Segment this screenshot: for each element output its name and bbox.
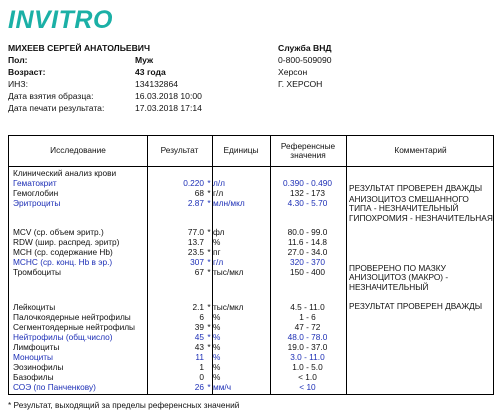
- result-value: 23.5: [187, 247, 204, 257]
- result-value: 0.220: [183, 178, 204, 188]
- reference-range: 150 - 400: [289, 267, 326, 277]
- header-comments: Комментарий: [394, 145, 447, 156]
- unit: %: [213, 362, 221, 372]
- header-units: Единицы: [223, 145, 259, 156]
- test-name: Клинический анализ крови: [13, 168, 117, 178]
- result-value: 0: [199, 372, 204, 382]
- invitro-logo: INVITRO: [8, 6, 113, 34]
- result-value: 13.7: [187, 237, 204, 247]
- out-of-range-flag: *: [207, 247, 211, 257]
- test-name: Сегментоядерные нейтрофилы: [13, 322, 136, 332]
- result-value: 1: [199, 362, 204, 372]
- test-name: Лейкоциты: [13, 302, 56, 312]
- unit: %: [213, 332, 221, 342]
- unit: [213, 168, 269, 178]
- table-row: [9, 237, 493, 247]
- reference-range: 132 - 173: [289, 188, 326, 198]
- test-name: Лимфоциты: [13, 342, 60, 352]
- test-name: СОЭ (по Панченкову): [13, 382, 96, 392]
- result-value: 43: [194, 342, 204, 352]
- comment-line: ТИПА - НЕЗНАЧИТЕЛЬНЫЙ: [349, 203, 459, 214]
- test-name: Базофилы: [13, 372, 54, 382]
- table-row: [9, 227, 493, 237]
- result-value: 11: [195, 352, 204, 362]
- out-of-range-flag: [205, 312, 213, 322]
- test-name: Эритроциты: [13, 198, 61, 208]
- header-divider: [9, 166, 493, 167]
- result-value: 77.0: [187, 227, 204, 237]
- reference-range: < 1.0: [298, 372, 317, 382]
- test-name: MCHC (ср. конц. Hb в эр.): [13, 257, 113, 267]
- result-value: 39: [194, 322, 204, 332]
- reference-range: 1.0 - 5.0: [292, 362, 323, 372]
- out-of-range-flag: [205, 168, 213, 178]
- footnote: * Результат, выходящий за пределы референсных значений: [8, 400, 240, 410]
- table-row: [9, 332, 493, 342]
- out-of-range-flag: *: [207, 257, 211, 267]
- reference-range: 3.0 - 11.0: [290, 352, 325, 362]
- inz-label: ИНЗ:: [8, 79, 28, 89]
- unit: г/л: [213, 257, 224, 267]
- table-row: [9, 342, 493, 352]
- test-name: Нейтрофилы (общ.число): [13, 332, 113, 342]
- header-test: Исследование: [50, 145, 106, 156]
- reference-range: [271, 168, 344, 178]
- unit: тыс/мкл: [213, 267, 244, 277]
- age-value: 43 года: [135, 67, 166, 77]
- reference-range: 19.0 - 37.0: [287, 342, 328, 352]
- reference-range: 4.5 - 11.0: [290, 302, 325, 312]
- result-value: 67: [194, 267, 204, 277]
- results-table: [8, 135, 494, 395]
- inz-value: 134132864: [135, 79, 179, 89]
- result-value: [149, 168, 204, 178]
- comment-line: НЕЗНАЧИТЕЛЬНЫЙ: [349, 281, 429, 292]
- out-of-range-flag: *: [207, 322, 211, 332]
- test-name: Тромбоциты: [13, 267, 61, 277]
- reference-range: 47 - 72: [294, 322, 321, 332]
- out-of-range-flag: *: [207, 382, 211, 392]
- reference-range: 11.6 - 14.8: [287, 237, 328, 247]
- out-of-range-flag: *: [207, 267, 211, 277]
- result-value: 2.87: [187, 198, 204, 208]
- test-name: Палочкоядерные нейтрофилы: [13, 312, 131, 322]
- print-date-value: 17.03.2018 17:14: [135, 103, 202, 113]
- reference-range: 4.30 - 5.70: [287, 198, 328, 208]
- table-row: [9, 322, 493, 332]
- out-of-range-flag: *: [207, 178, 211, 188]
- service-city-upper: Г. ХЕРСОН: [278, 79, 323, 89]
- comment-erythrocytes: [349, 195, 493, 223]
- table-row: [9, 168, 493, 178]
- age-label: Возраст:: [8, 67, 46, 77]
- table-row: [9, 372, 493, 382]
- reference-range: 80.0 - 99.0: [287, 227, 328, 237]
- out-of-range-flag: *: [207, 227, 211, 237]
- out-of-range-flag: [205, 372, 213, 382]
- out-of-range-flag: [205, 352, 213, 362]
- result-value: 45: [194, 332, 204, 342]
- test-name: RDW (шир. распред. эритр): [13, 237, 120, 247]
- out-of-range-flag: *: [207, 302, 211, 312]
- reference-range: 1 - 6: [299, 312, 316, 322]
- out-of-range-flag: *: [207, 332, 211, 342]
- unit: %: [213, 312, 221, 322]
- unit: млн/мкл: [213, 198, 245, 208]
- comment-hemoglobin: РЕЗУЛЬТАТ ПРОВЕРЕН ДВАЖДЫ: [349, 183, 483, 193]
- sex-label: Пол:: [8, 55, 28, 65]
- reference-range: < 10: [299, 382, 316, 392]
- service-phone: 0-800-509090: [278, 55, 332, 65]
- unit: %: [213, 237, 221, 247]
- service-city: Херсон: [278, 67, 308, 77]
- unit: %: [213, 342, 221, 352]
- out-of-range-flag: [205, 362, 213, 372]
- print-date-label: Дата печати результата:: [8, 103, 105, 113]
- comment-platelets: [349, 264, 448, 292]
- sample-date-label: Дата взятия образца:: [8, 91, 94, 101]
- test-name: MCV (ср. объем эритр.): [13, 227, 104, 237]
- result-value: 2.1: [192, 302, 204, 312]
- sex-value: Муж: [135, 55, 154, 65]
- test-name: Моноциты: [13, 352, 53, 362]
- table-row: [9, 247, 493, 257]
- unit: г/л: [213, 188, 224, 198]
- unit: пг: [213, 247, 221, 257]
- service-title: Служба ВНД: [278, 43, 332, 53]
- result-value: 307: [190, 257, 204, 267]
- test-name: Эозинофилы: [13, 362, 64, 372]
- reference-range: 0.390 - 0.490: [283, 178, 332, 188]
- result-value: 6: [199, 312, 204, 322]
- test-name: Гематокрит: [13, 178, 57, 188]
- unit: л/л: [213, 178, 225, 188]
- unit: %: [213, 322, 221, 332]
- result-value: 26: [194, 382, 204, 392]
- header-result: Результат: [160, 145, 199, 156]
- patient-name: МИХЕЕВ СЕРГЕЙ АНАТОЛЬЕВИЧ: [8, 43, 151, 53]
- out-of-range-flag: *: [207, 198, 211, 208]
- comment-line: ПРОВЕРЕНО ПО МАЗКУ: [349, 263, 446, 273]
- comment-leukocytes: РЕЗУЛЬТАТ ПРОВЕРЕН ДВАЖДЫ: [349, 301, 483, 311]
- out-of-range-flag: [205, 237, 213, 247]
- reference-range: 320 - 370: [289, 257, 326, 267]
- reference-range: 48.0 - 78.0: [287, 332, 328, 342]
- test-name: Гемоглобин: [13, 188, 59, 198]
- unit: %: [213, 372, 221, 382]
- unit: тыс/мкл: [213, 302, 244, 312]
- table-row: [9, 312, 493, 322]
- table-row: [9, 352, 493, 362]
- unit: мм/ч: [213, 382, 232, 392]
- out-of-range-flag: *: [207, 342, 211, 352]
- out-of-range-flag: *: [207, 188, 211, 198]
- header-reference: Референсные значения: [280, 140, 336, 160]
- table-row: [9, 362, 493, 372]
- comment-line: АНИЗОЦИТОЗ СМЕШАННОГО: [349, 194, 469, 204]
- result-value: 68: [194, 188, 204, 198]
- test-name: MCH (ср. содержание Hb): [13, 247, 113, 257]
- comment-line: ГИПОХРОМИЯ - НЕЗНАЧИТЕЛЬНАЯ: [349, 212, 493, 223]
- sample-date-value: 16.03.2018 10:00: [135, 91, 202, 101]
- unit: %: [213, 352, 221, 362]
- reference-range: 27.0 - 34.0: [287, 247, 328, 257]
- comment-line: АНИЗОЦИТОЗ (МАКРО) -: [349, 272, 449, 283]
- table-row: [9, 382, 493, 392]
- unit: фл: [213, 227, 225, 237]
